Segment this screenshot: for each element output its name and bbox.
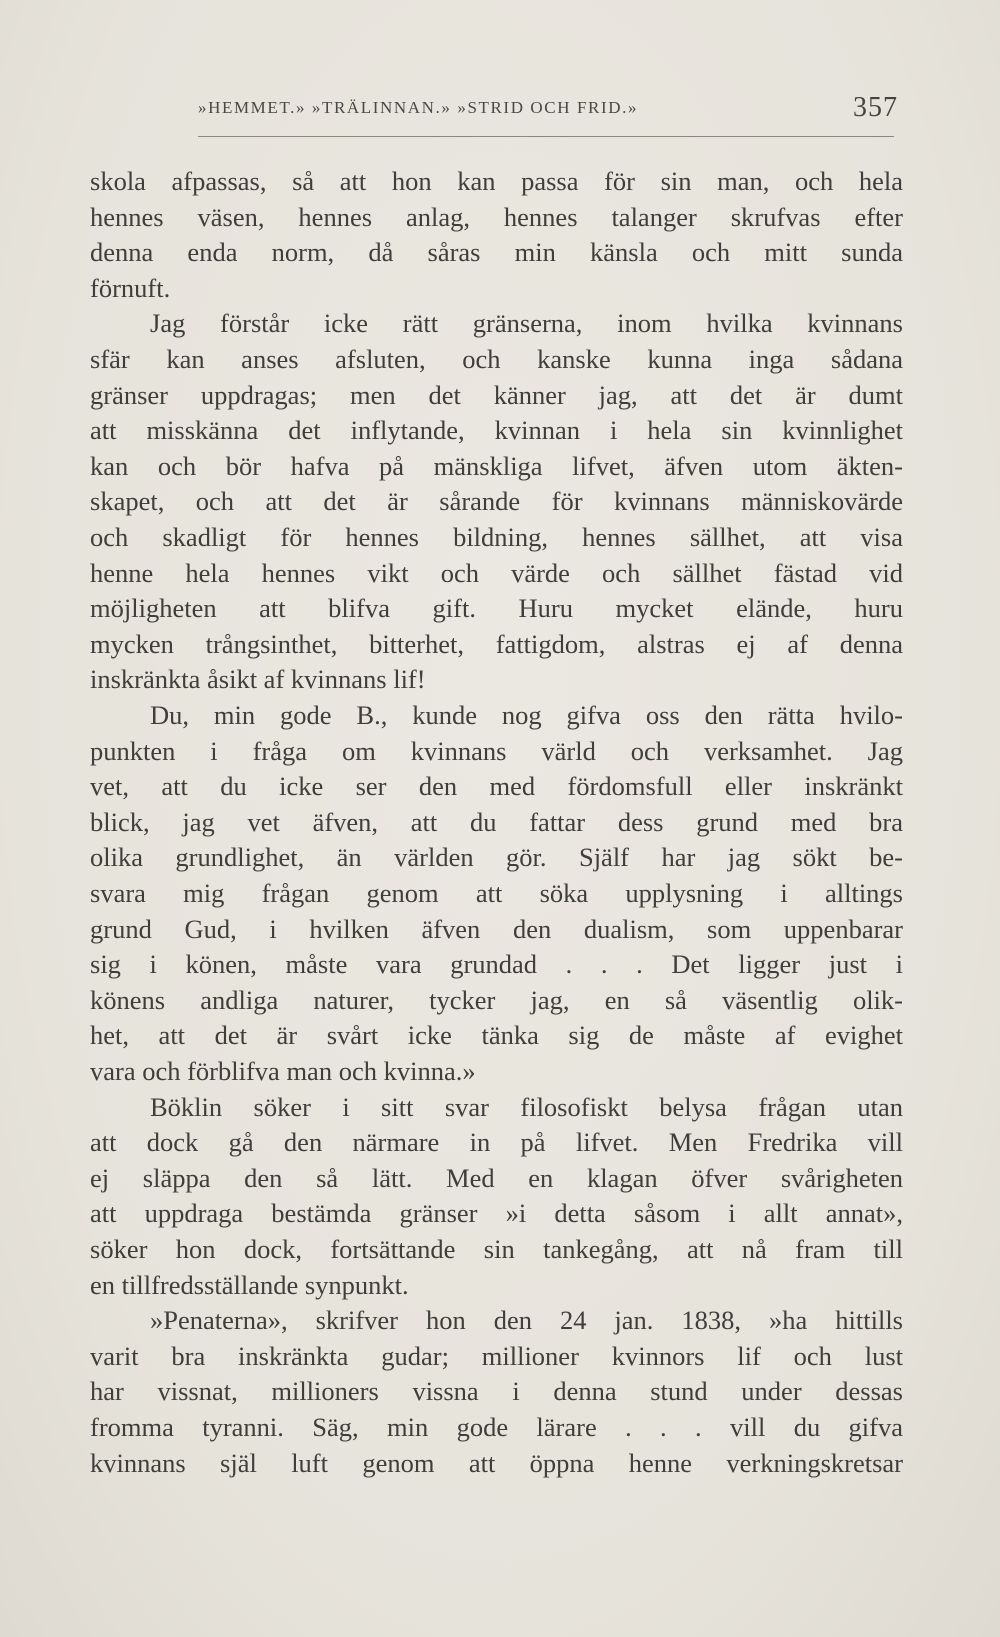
text-line: inskränkta åsikt af kvinnans lif!: [90, 664, 426, 695]
text-line: söker hon dock, fortsättande sin tankegång, att nå fram till: [90, 1234, 903, 1264]
text-line: »Penaterna», skrifver hon den 24 jan. 1838, »ha hittills: [150, 1305, 903, 1336]
text-line: förnuft.: [90, 272, 171, 303]
text-line: henne hela hennes vikt och värde och sällhet fästad vid: [90, 557, 903, 588]
text-line: Jag förstår icke rätt gränserna, inom hvilka kvinnans: [150, 308, 903, 339]
page-number: 357: [853, 92, 898, 123]
text-line: olika grundlighet, än världen gör. Själf har jag sökt be-: [90, 842, 903, 873]
text-line: har vissnat, millioners vissna i denna stund under dessas: [90, 1376, 903, 1407]
text-line: gränser uppdragas; men det känner jag, att det är dumt: [90, 379, 903, 410]
text-line: het, att det är svårt icke tänka sig de måste af evighet: [90, 1020, 903, 1051]
text-line: att misskänna det inflytande, kvinnan i hela sin kvinnlighet: [90, 415, 903, 446]
text-line: vet, att du icke ser den med fördomsfull eller inskränkt: [90, 771, 903, 802]
running-title: »HEMMET.» »TRÄLINNAN.» »STRID OCH FRID.»: [198, 98, 639, 117]
text-line: sig i könen, måste vara grundad . . . Det ligger just i: [90, 949, 903, 980]
text-line: könens andliga naturer, tycker jag, en så väsentlig olik-: [90, 984, 903, 1015]
text-line: att uppdraga bestämda gränser »i detta såsom i allt annat»,: [90, 1198, 903, 1229]
text-line: punkten i fråga om kvinnans värld och verksamhet. Jag: [90, 735, 903, 766]
text-line: blick, jag vet äfven, att du fattar dess grund med bra: [90, 806, 903, 837]
text-line: Böklin söker i sitt svar filosofiskt belysa frågan utan: [150, 1091, 903, 1122]
text-line: en tillfredsställande synpunkt.: [90, 1269, 409, 1300]
text-line: grund Gud, i hvilken äfven den dualism, som uppenbarar: [90, 913, 903, 944]
text-line: fromma tyranni. Säg, min gode lärare . . . vill du gifva: [90, 1412, 903, 1442]
text-line: varit bra inskränkta gudar; millioner kvinnors lif och lust: [90, 1340, 903, 1371]
text-line: hennes väsen, hennes anlag, hennes talanger skrufvas efter: [90, 201, 903, 232]
text-line: denna enda norm, då såras min känsla och mitt sunda: [90, 237, 903, 268]
page-header: [198, 92, 898, 130]
text-line: och skadligt för hennes bildning, hennes sällhet, att visa: [90, 522, 903, 552]
text-line: ej släppa den så lätt. Med en klagan öfver svårigheten: [90, 1162, 903, 1193]
text-line: möjligheten att blifva gift. Huru mycket elände, huru: [90, 593, 903, 624]
text-line: Du, min gode B., kunde nog gifva oss den rätta hvilo-: [150, 700, 903, 730]
text-line: svara mig frågan genom att söka upplysning i alltings: [90, 878, 903, 908]
text-line: skola afpassas, så att hon kan passa för sin man, och hela: [90, 166, 903, 196]
text-line: kvinnans själ luft genom att öppna henne verkningskretsar: [90, 1447, 903, 1478]
text-line: mycken trångsinthet, bitterhet, fattigdom, alstras ej af denna: [90, 628, 903, 659]
text-line: sfär kan anses afsluten, och kanske kunna inga sådana: [90, 344, 903, 374]
text-line: skapet, och att det är sårande för kvinnans människovärde: [90, 486, 903, 517]
header-rule: [198, 136, 894, 137]
text-line: vara och förblifva man och kvinna.»: [90, 1056, 476, 1086]
text-line: att dock gå den närmare in på lifvet. Men Fredrika vill: [90, 1127, 903, 1158]
text-line: kan och bör hafva på mänskliga lifvet, äfven utom äkten-: [90, 450, 903, 481]
